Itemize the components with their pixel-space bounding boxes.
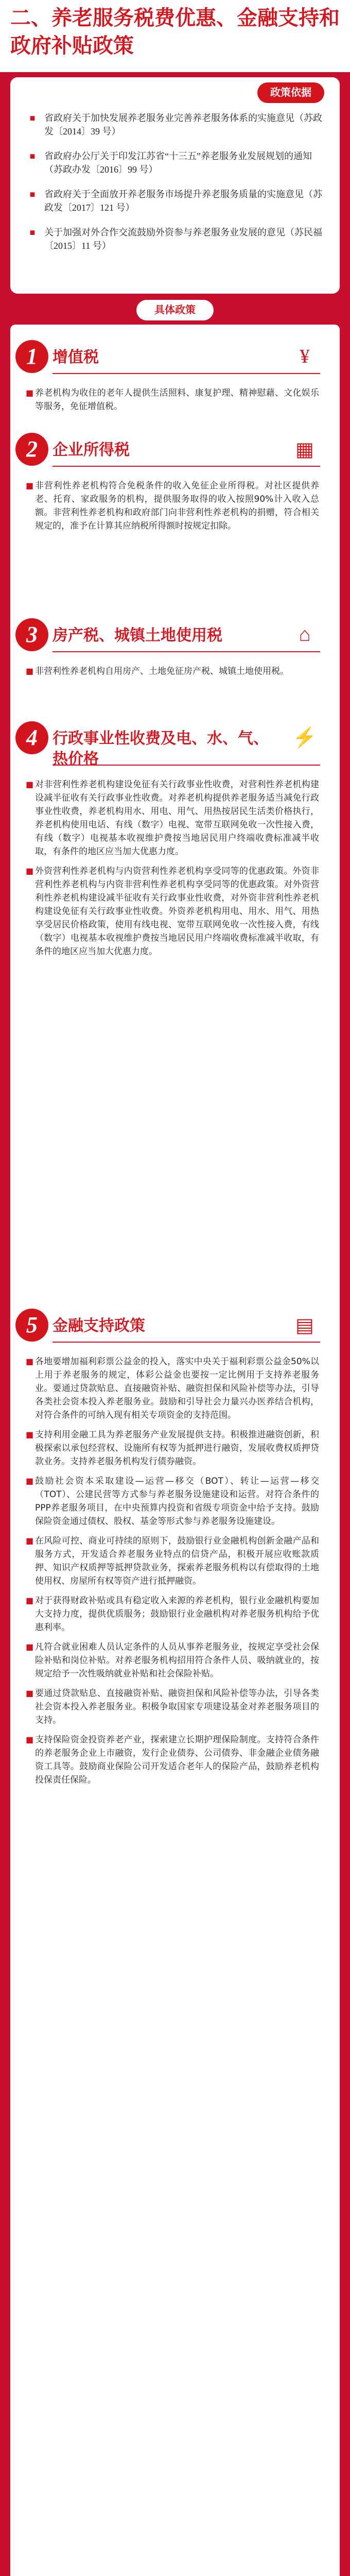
paragraph [26,1733,319,1787]
section-2-body [26,479,319,539]
paragraph [26,1640,319,1681]
bullet-icon: ■ [26,1596,34,1605]
paragraph-text: 非营利性养老机构自用房产、土地免征房产税、城镇土地使用税。 [35,666,289,676]
title-band [0,0,350,72]
policy-panel [10,325,340,2576]
document-icon: ■ [29,227,36,238]
paragraph [26,865,319,958]
document-icon: ■ [29,151,36,161]
section-number: 3 [15,618,48,651]
policy-basis-card [10,77,340,294]
house-icon: ⌂ [299,624,311,646]
section-5-body [26,1355,319,1793]
section-number: 5 [15,1309,48,1342]
section-title: 行政事业性收费及电、水、气、热价格 [52,730,269,768]
section-title: 金融支持政策 [52,1317,145,1334]
bullet-icon: ■ [26,1430,34,1439]
bullet-icon: ■ [26,388,34,398]
bullet-icon: ■ [26,1688,34,1698]
section-number: 1 [15,340,48,373]
bullet-icon: ■ [26,1536,34,1546]
section-5-head [10,1303,340,1355]
paragraph [26,1534,319,1588]
paragraph-text: 非营利性养老机构符合免税条件的收入免征企业所得税。对社区提供养老、托育、家政服务的机构，提供服务取得的收入按照90%计入收入总额。非营利性养老机构和政府部门向非营利性养老机构的捐赠，符合相关规定的，准予在计算其应纳税所得额时按规定扣除。 [35,481,319,531]
section-number: 2 [15,433,48,466]
section-2-head [10,428,340,479]
paragraph-text: 各地要增加福利彩票公益金的投入，落实中央关于福利彩票公益金50%以上用于养老服务的规定，体彩公益金也要按一定比例用于支持养老服务业。要通过贷款贴息、直接融资补贴、融资担保和风险补偿等办法，引导各类社会资本投入养老服务业。鼓励和引导社会力量兴办医养结合机构，对符合条件的可纳入现有相关专项资金的支持范围。 [35,1357,319,1420]
paragraph [26,1475,319,1528]
paragraph-text: 凡符合就业困难人员认定条件的人员从事养老服务业，按规定享受社会保险补贴和岗位补贴。对养老服务机构招用符合条件人员、吸纳就业的，按规定给予一次性吸纳就业补贴和社会保险补贴。 [35,1642,319,1679]
bullet-icon: ■ [26,481,34,490]
section-title: 企业所得税 [52,442,130,459]
bullet-icon: ■ [26,779,34,789]
paragraph [26,386,319,413]
bullet-icon: ■ [26,666,34,676]
paragraph [26,665,319,678]
section-title: 增值税 [52,349,99,366]
building-icon: ▦ [295,438,314,461]
bullet-icon: ■ [26,1357,34,1366]
policy-basis-label: 政策依据 [257,82,324,103]
paragraph [26,479,319,533]
chart-icon: ▤ [295,1314,314,1336]
paragraph [26,778,319,858]
section-1-head [10,335,340,386]
document-icon: ■ [29,113,36,123]
basis-text: 关于加强对外合作交流鼓励外资参与养老服务业发展的意见（苏民福〔2015〕11 号） [44,227,322,251]
policy-header: 具体政策 [136,300,214,320]
section-3-body [26,665,319,684]
paragraph [26,1594,319,1634]
paragraph-text: 对非营利性养老机构建设免征有关行政事业性收费，对营利性养老机构建设减半征收有关行政事业性收费。对养老机构提供养老服务适当减免行政事业性收费，养老机构用水、用电、用气、用热按居民生活类价格执行，养老机构使用电话、有线（数字）电视、宽带互联网免收一次性接入费，有线（数字）电视基本收视维护费按当地居民用户终端收费标准减半收取，有条件的地区应当加大优惠力度。 [35,779,319,857]
paragraph-text: 养老机构为收住的老年人提供生活照料、康复护理、精神慰藉、文化娱乐等服务，免征增值税。 [35,388,319,412]
section-title-bar [52,435,320,467]
bolt-icon: ⚡ [292,727,317,749]
bullet-icon: ■ [26,1642,34,1652]
basis-item [26,111,324,138]
bullet-icon: ■ [26,866,34,876]
basis-text: 省政府关于全面放开养老服务市场提升养老服务质量的实施意见（苏政发〔2017〕121 号） [44,189,322,213]
section-title-bar [52,723,320,766]
paragraph-text: 要通过贷款贴息、直接融资补贴、融资担保和风险补偿等办法，引导各类社会资本投入养老服务业。积极争取国家专项建设基金对养老服务项目的支持。 [35,1688,319,1725]
coin-icon: ¥ [300,346,310,367]
section-number: 4 [15,721,48,754]
basis-text: 省政府关于加快发展养老服务业完善养老服务体系的实施意见（苏政发〔2014〕39 号） [44,113,322,137]
document-icon: ■ [29,189,36,199]
bullet-icon: ■ [26,1476,34,1486]
section-4-head [10,716,340,768]
section-title-bar [52,620,320,652]
paragraph-text: 在风险可控、商业可持续的原则下，鼓励银行业金融机构创新金融产品和服务方式，开发适合养老服务业特点的信贷产品，积极开展应收账款质押、知识产权质押等抵押贷款业务，探索养老服务机构以有偿取得的土地使用权、房屋所有权等资产进行抵押融资。 [35,1536,319,1586]
policy-basis-list [26,111,324,264]
section-1-body [26,386,319,419]
page-title: 二、养老服务税费优惠、金融支持和政府补贴政策 [10,7,340,57]
paragraph-text: 支持保险资金投资养老产业，探索建立长期护理保险制度。支持符合条件的养老服务企业上市融资，发行企业债券、公司债券、非金融企业债务融资工具等。鼓励商业保险公司开发适合老年人的保险产品，鼓励养老机构投保责任保险。 [35,1735,319,1785]
policy-header-row [0,300,350,320]
basis-item [26,188,324,214]
paragraph-text: 支持利用金融工具为养老服务产业发展提供支持。积极推进融资创新，积极探索以承包经营权、设施所有权等为抵押进行融资，发展收费权质押贷款业务。支持养老服务机构发行债券融资。 [35,1430,319,1467]
basis-item [26,226,324,252]
paragraph [26,1687,319,1727]
section-4-body [26,778,319,964]
paragraph-text: 鼓励社会资本采取建设—运营—移交（BOT）、转让—运营—移交（TOT）、公建民营等方式参与养老服务设施建设和运营。对符合条件的PPP养老服务项目，在中央预算内投资和省级专项资金中给予支持。鼓励保险资金通过债权、股权、基金等形式参与养老服务设施建设。 [35,1476,319,1527]
section-3-head [10,613,340,665]
basis-item [26,149,324,176]
basis-text: 省政府办公厅关于印发江苏省“十三五”养老服务业发展规划的通知（苏政办发〔2016〕99 号） [44,151,312,175]
section-title: 房产税、城镇土地使用税 [52,627,222,644]
section-title-bar [52,342,320,374]
bullet-icon: ■ [26,1735,34,1744]
paragraph [26,1428,319,1468]
paragraph-text: 对于获得财政补贴或具有稳定收入来源的养老机构，银行业金融机构要加大支持力度，提供优质服务；鼓励银行业金融机构对养老服务机构给予优惠利率。 [35,1596,319,1633]
section-title-bar [52,1311,320,1343]
paragraph [26,1355,319,1422]
paragraph-text: 外资营利性养老机构与内资营利性养老机构享受同等的优惠政策。外资非营利性养老机构与内资非营利性养老机构享受同等的优惠政策。对外资营利性养老机构建设减半征收有关行政事业性收费，对外资非营利性养老机构建设免征有关行政事业性收费。外资养老机构用电、用水、用气、用热享受居民价格政策，使用有线电视、宽带互联网免收一次性接入费，有线（数字）电视基本收视维护费按当地居民用户终端收费标准减半收取，有条件的地区应当加大优惠力度。 [35,866,319,957]
